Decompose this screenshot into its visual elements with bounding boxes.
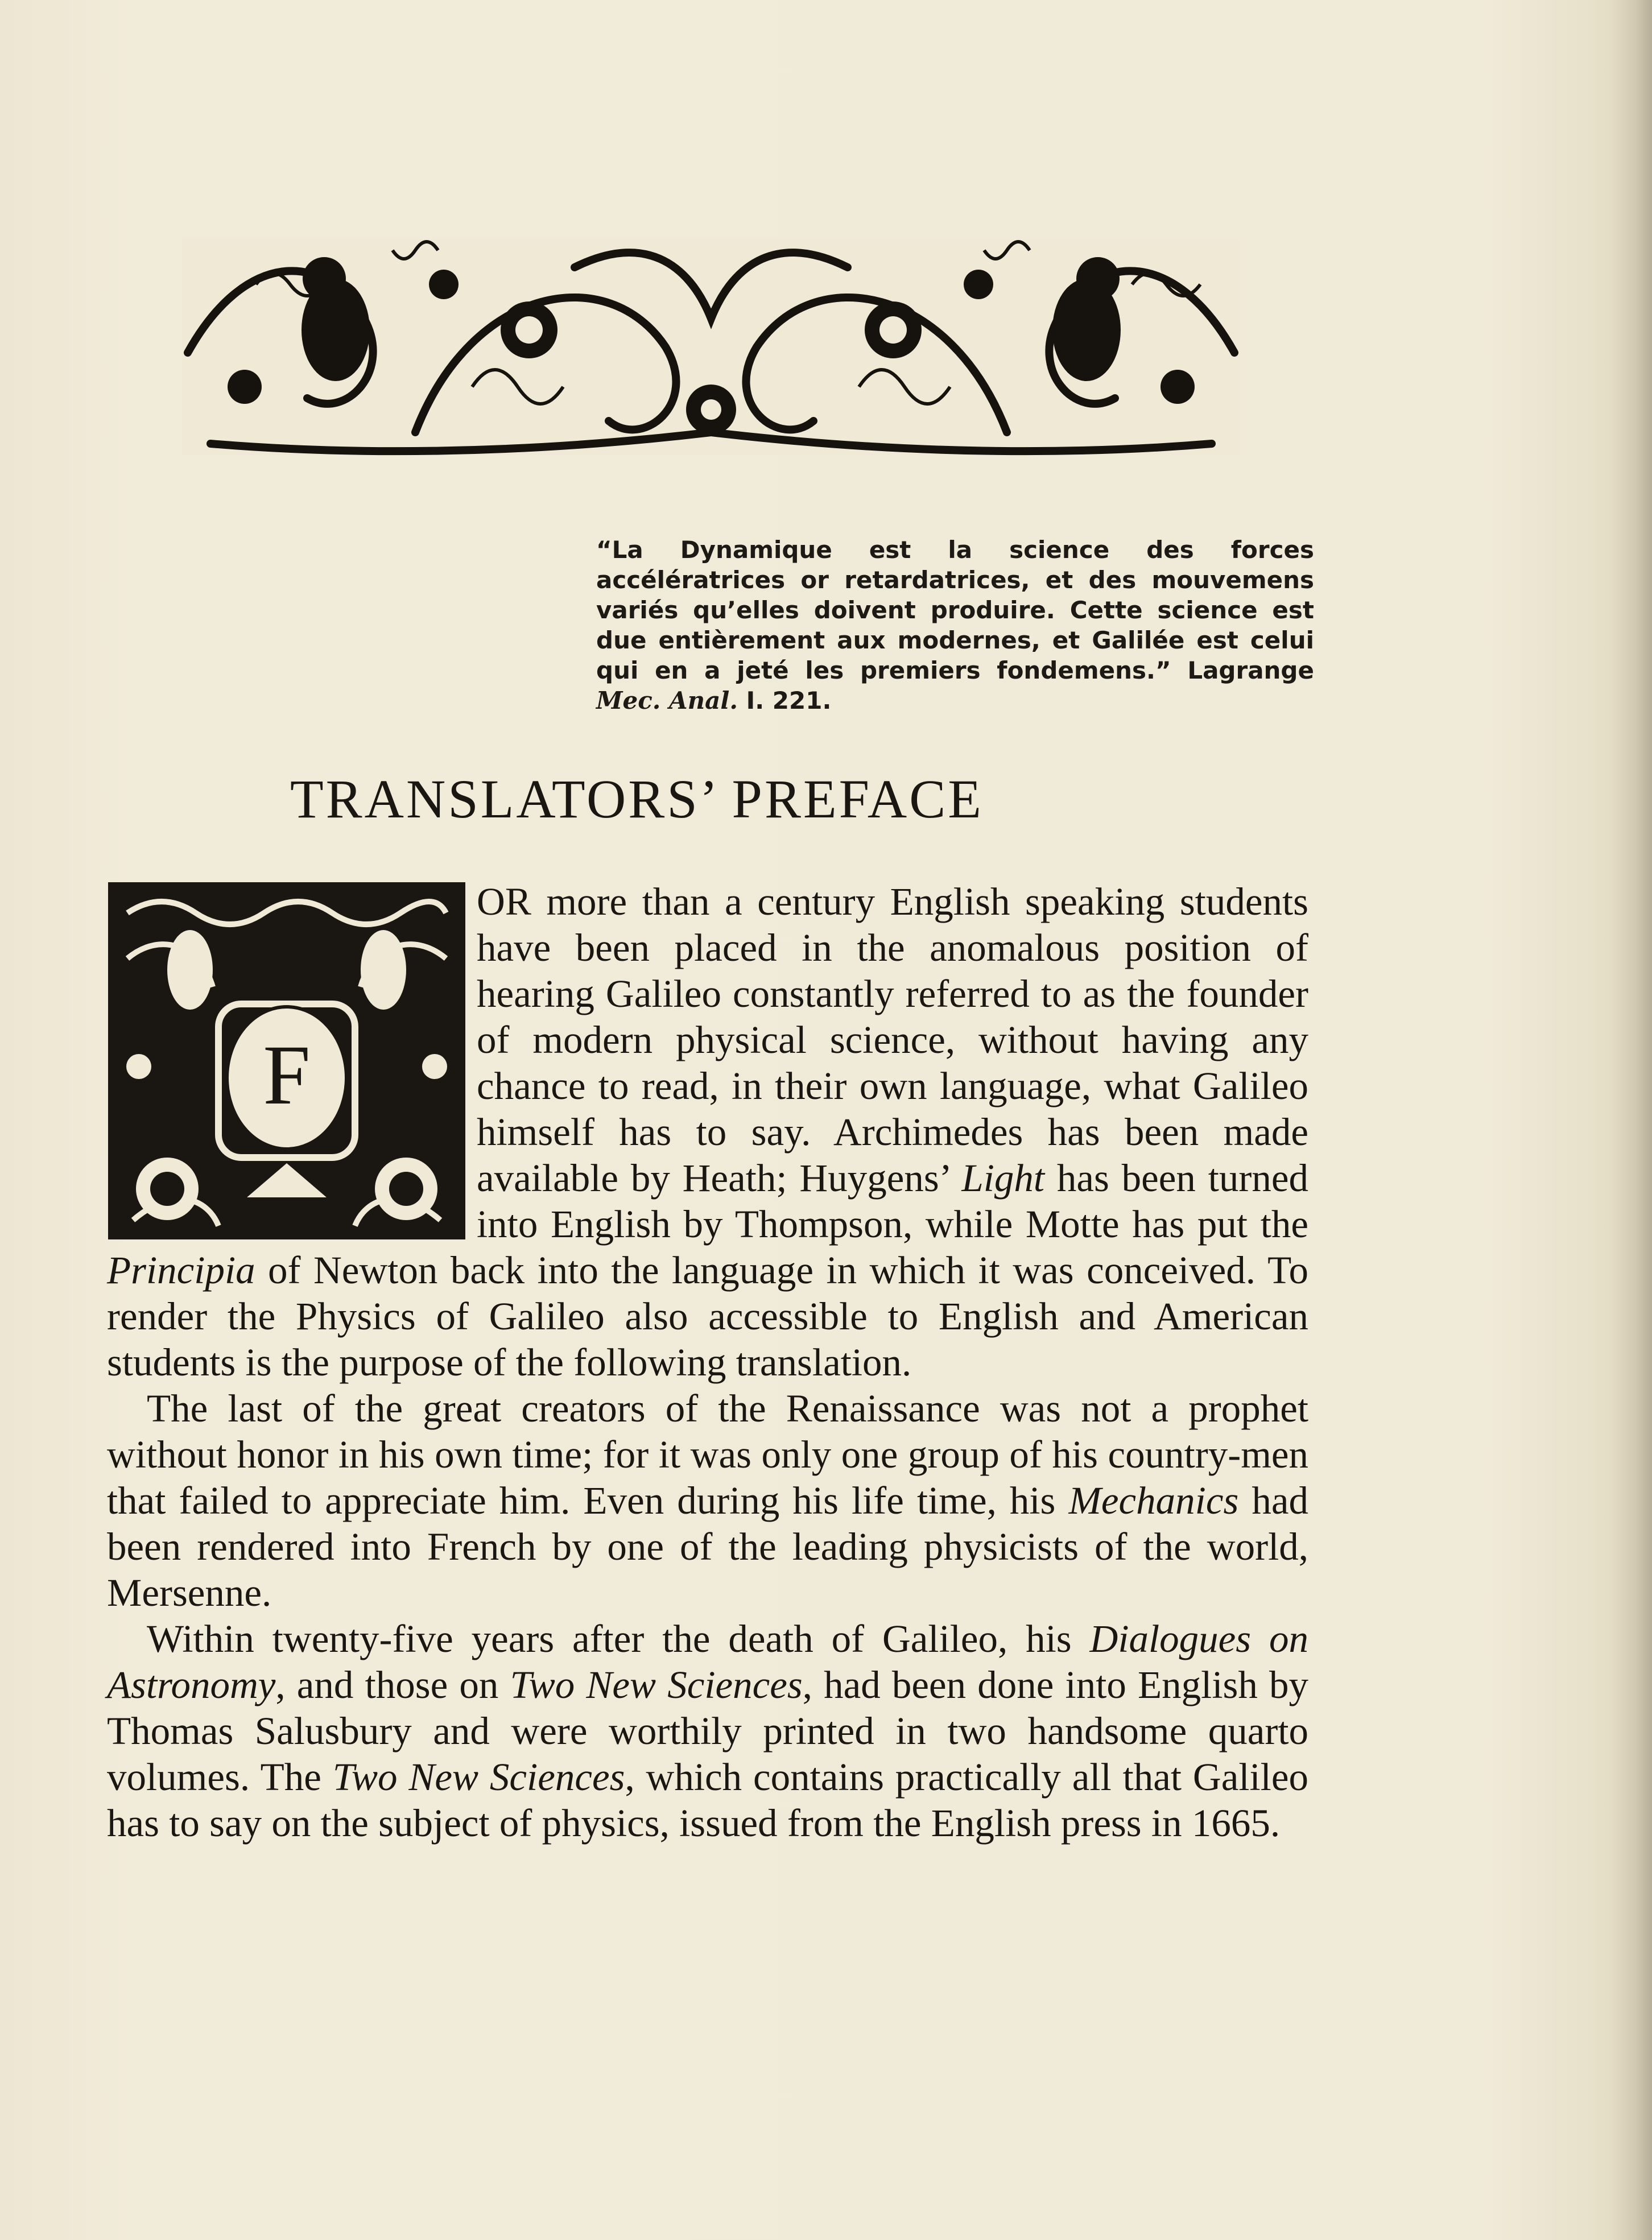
p2-text-2: had been rendered into French by one of the leading physicists of the world, Mersenne. xyxy=(107,1479,1308,1614)
p1-text-3: of Newton back into the language in which it was conceived. To render the Physics of Galileo also accessible to English and American students is the purpose of the following translation. xyxy=(107,1249,1308,1384)
drop-cap-letter: F xyxy=(263,1028,311,1122)
p3-text-4: , which contains practically all that Galileo has to say on the subject of physics, issued from the English press in 1665. xyxy=(107,1755,1308,1845)
epigraph xyxy=(596,535,1314,716)
ornamental-drop-cap-icon xyxy=(105,879,469,1243)
p3-text-3: , had been done into English by Thomas Salusbury and were worthily printed in two handsome quarto volumes. The xyxy=(107,1663,1308,1799)
floral-headpiece-icon xyxy=(176,216,1246,472)
page-edge-shadow xyxy=(1612,0,1652,2240)
p3-italic-two-new-sciences: Two New Sciences xyxy=(510,1663,803,1706)
epigraph-source: Mec. Anal. xyxy=(596,687,738,714)
p1-italic-principia: Principia xyxy=(107,1249,255,1292)
epigraph-author: Lagrange xyxy=(1187,656,1314,684)
epigraph-reference: I. 221. xyxy=(746,687,832,714)
p1-text-1: OR more than a century English speaking students have been placed in the anomalous position of hearing Galileo constantly referred to as the founder of modern physical science, without having any chance to read, in their own language, what Galileo himself has to say. Archimedes has been made available by Heath; Huygens’ xyxy=(477,880,1308,1200)
p2-text-1: The last of the great creators of the Renaissance was not a prophet without honor in his own time; for it was only one group of his country-men that failed to appreciate him. Even during his life time, his xyxy=(107,1387,1308,1522)
epigraph-quote: “La Dynamique est la science des forces accélératrices or retardatrices, et des mouvemens variés qu’elles doivent produire. Cette science est due entièrement aux modernes, et Galilée est celui qui en a jeté les premiers fondemens.” xyxy=(596,536,1314,684)
p1-italic-light: Light xyxy=(961,1156,1045,1200)
p2-italic-mechanics: Mechanics xyxy=(1068,1479,1239,1522)
p3-italic-two-new-sciences-2: Two New Sciences xyxy=(332,1755,625,1799)
p3-text-1: Within twenty-five years after the death of Galileo, his xyxy=(147,1617,1090,1660)
paragraph-2 xyxy=(107,1386,1308,1616)
body-text xyxy=(107,879,1308,1846)
p1-text-2: has been turned into English by Thompson, while Motte has put the xyxy=(477,1156,1308,1246)
page-title: TRANSLATORS’ PREFACE xyxy=(290,768,984,829)
p3-text-2: , and those on xyxy=(275,1663,510,1706)
p3-italic-dialogues: Dialogues on Astronomy xyxy=(107,1617,1309,1706)
paragraph-3 xyxy=(107,1616,1308,1846)
